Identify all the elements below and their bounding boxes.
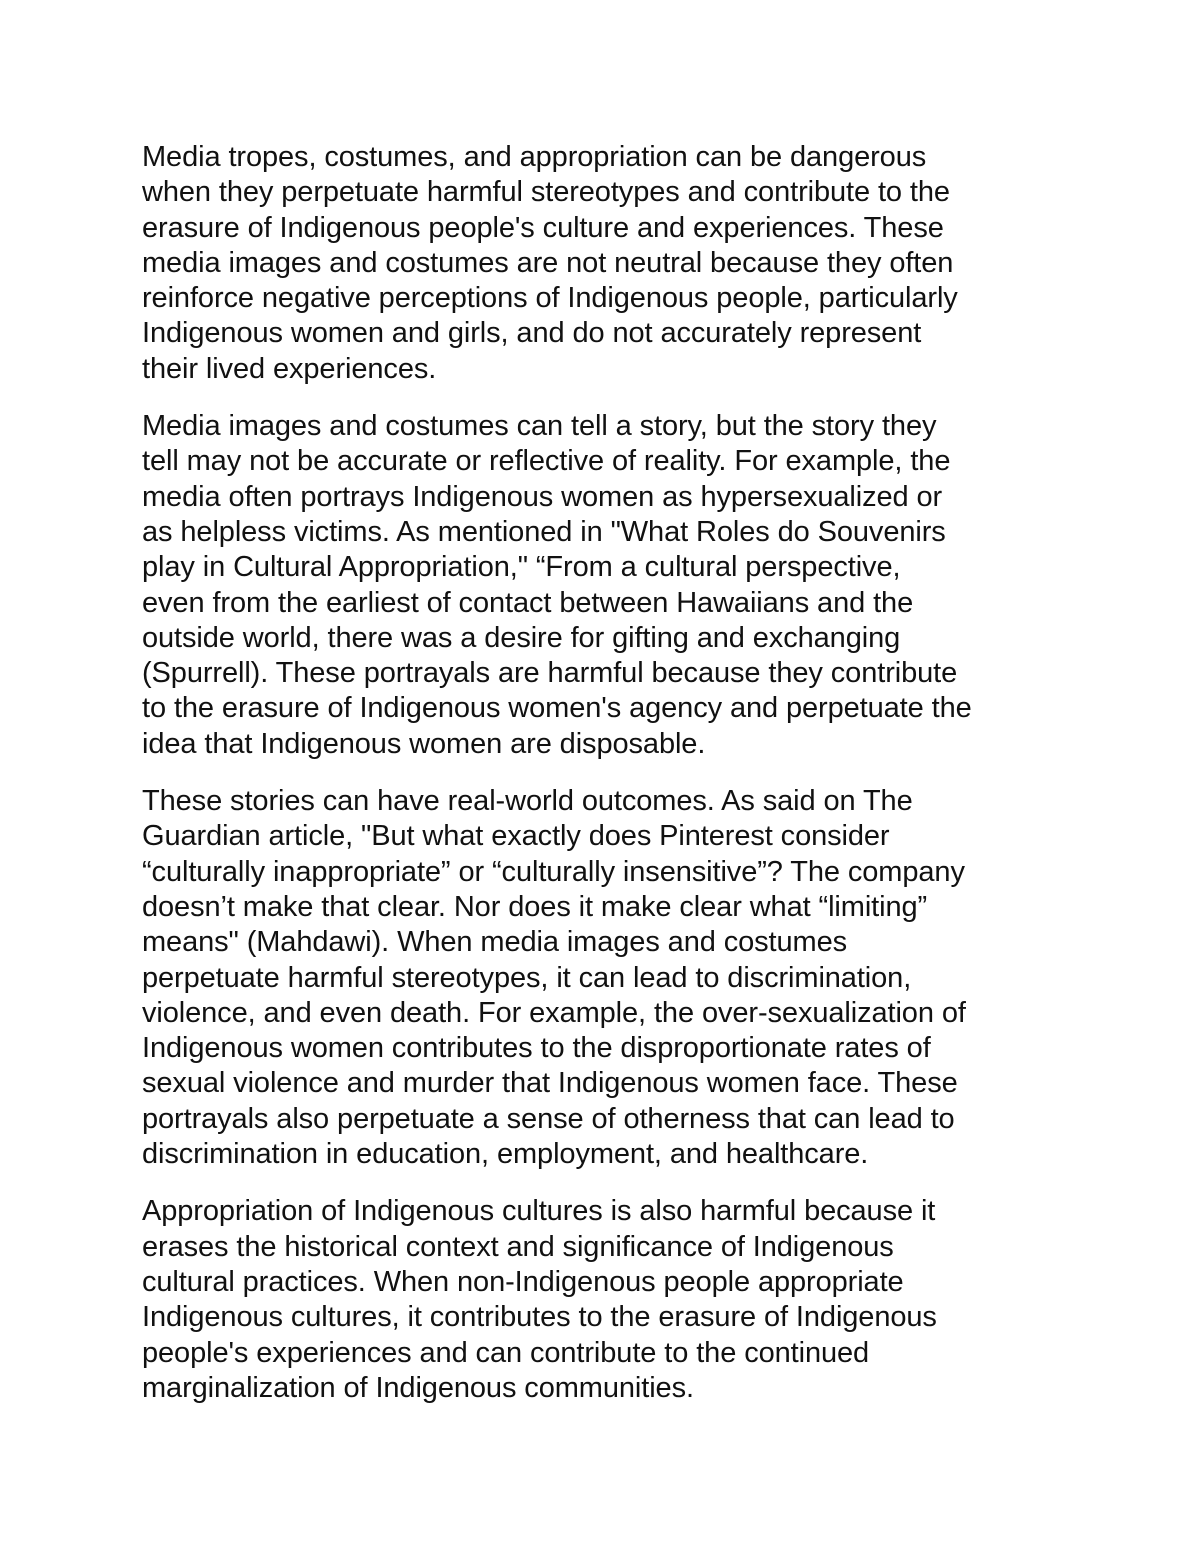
text-line: tell may not be accurate or reflective of reality. For example, the bbox=[142, 445, 951, 478]
text-line: “culturally inappropriate” or “culturally insensitive”? The company bbox=[142, 855, 965, 888]
text-line: Indigenous cultures, it contributes to the erasure of Indigenous bbox=[142, 1301, 937, 1334]
text-line: Indigenous women contributes to the disproportionate rates of bbox=[142, 1032, 931, 1065]
paragraph-1 bbox=[142, 140, 1082, 387]
text-line: portrayals also perpetuate a sense of otherness that can lead to bbox=[142, 1102, 955, 1135]
text-line: play in Cultural Appropriation," “From a cultural perspective, bbox=[142, 551, 901, 584]
text-line: when they perpetuate harmful stereotypes and contribute to the bbox=[142, 176, 950, 209]
text-line: These stories can have real-world outcomes. As said on The bbox=[142, 785, 913, 818]
text-line: Media images and costumes can tell a story, but the story they bbox=[142, 410, 937, 443]
text-line: sexual violence and murder that Indigenous women face. These bbox=[142, 1067, 958, 1100]
text-line: violence, and even death. For example, the over-sexualization of bbox=[142, 996, 966, 1029]
text-line: media often portrays Indigenous women as hypersexualized or bbox=[142, 480, 943, 513]
text-line: marginalization of Indigenous communities. bbox=[142, 1371, 694, 1404]
text-line: discrimination in education, employment, and healthcare. bbox=[142, 1138, 869, 1171]
text-line: perpetuate harmful stereotypes, it can lead to discrimination, bbox=[142, 961, 912, 994]
text-line: to the erasure of Indigenous women's agency and perpetuate the bbox=[142, 692, 972, 725]
text-line: Media tropes, costumes, and appropriation can be dangerous bbox=[142, 141, 927, 173]
text-line: means" (Mahdawi). When media images and costumes bbox=[142, 926, 848, 959]
paragraph-2 bbox=[142, 409, 1082, 762]
text-line: people's experiences and can contribute to the continued bbox=[142, 1336, 870, 1369]
text-line: Indigenous women and girls, and do not accurately represent bbox=[142, 317, 922, 350]
text-line: Guardian article, "But what exactly does Pinterest consider bbox=[142, 820, 890, 853]
paragraph-4 bbox=[142, 1194, 1082, 1406]
text-line: doesn’t make that clear. Nor does it make clear what “limiting” bbox=[142, 890, 928, 923]
text-line: (Spurrell). These portrayals are harmful because they contribute bbox=[142, 657, 958, 690]
text-line: media images and costumes are not neutral because they often bbox=[142, 246, 954, 279]
text-line: their lived experiences. bbox=[142, 352, 437, 385]
text-line: outside world, there was a desire for gifting and exchanging bbox=[142, 621, 901, 654]
text-line: erasure of Indigenous people's culture and experiences. These bbox=[142, 211, 944, 244]
text-line: erases the historical context and significance of Indigenous bbox=[142, 1230, 894, 1263]
text-line: reinforce negative perceptions of Indigenous people, particularly bbox=[142, 282, 958, 315]
text-line: cultural practices. When non-Indigenous people appropriate bbox=[142, 1265, 904, 1298]
text-line: even from the earliest of contact between Hawaiians and the bbox=[142, 586, 914, 619]
paragraph-3 bbox=[142, 784, 1082, 1172]
document-body bbox=[142, 140, 1082, 1428]
text-line: as helpless victims. As mentioned in "What Roles do Souvenirs bbox=[142, 515, 946, 548]
text-line: Appropriation of Indigenous cultures is also harmful because it bbox=[142, 1195, 936, 1228]
text-line: idea that Indigenous women are disposable. bbox=[142, 727, 706, 760]
